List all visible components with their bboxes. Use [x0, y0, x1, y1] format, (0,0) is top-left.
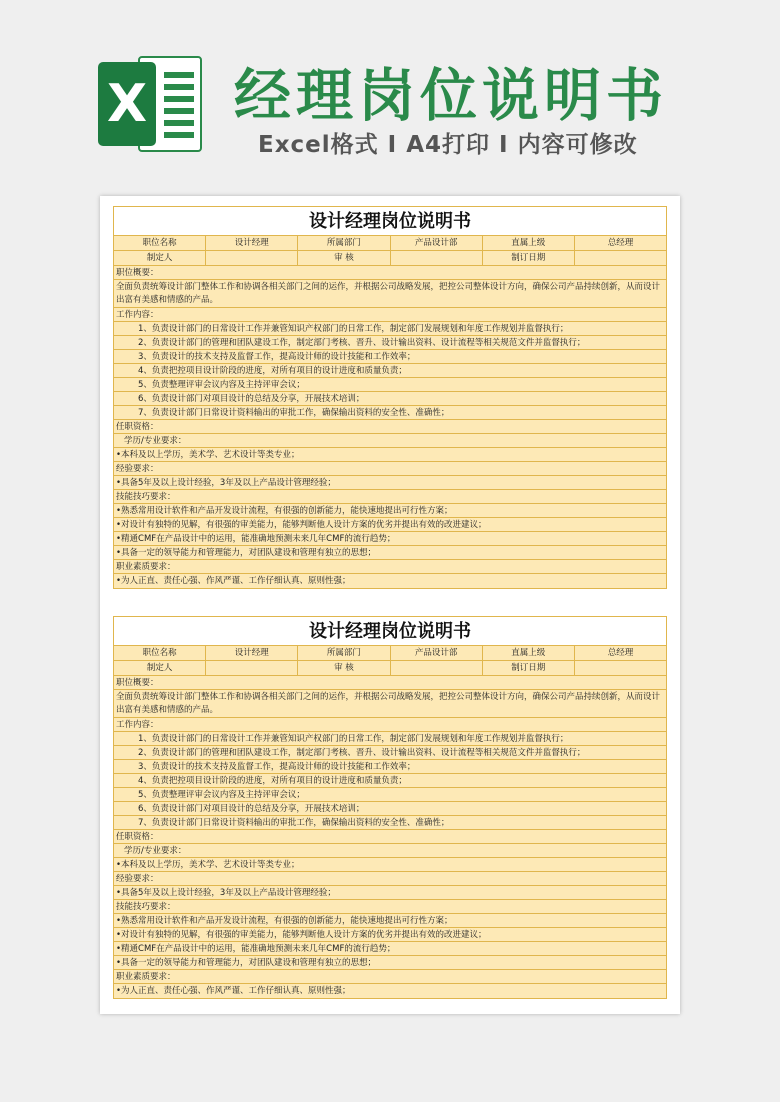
work-item[interactable]: 6、负责设计部门对项目设计的总结及分享，开展技术培训；	[114, 802, 666, 816]
skill-item[interactable]: •具备一定的领导能力和管理能力，对团队建设和管理有独立的思想；	[114, 956, 666, 970]
sheet-title: 设计经理岗位说明书	[114, 617, 666, 646]
education-label[interactable]: 学历/专业要求：	[114, 844, 666, 858]
quality-label[interactable]: 职业素质要求：	[114, 560, 666, 574]
cell-date-value[interactable]	[575, 251, 666, 265]
cell-department-value[interactable]: 产品设计部	[391, 646, 483, 660]
cell-position-label[interactable]: 职位名称	[114, 236, 206, 250]
qualification-label[interactable]: 任职资格：	[114, 830, 666, 844]
cell-author-value[interactable]	[206, 251, 298, 265]
cell-position-value[interactable]: 设计经理	[206, 646, 298, 660]
work-item[interactable]: 2、负责设计部门的管理和团队建设工作，制定部门考核、晋升、设计输出资料、设计流程等相关规范文件并监督执行；	[114, 746, 666, 760]
work-item[interactable]: 5、负责整理评审会议内容及主持评审会议；	[114, 788, 666, 802]
skill-item[interactable]: •对设计有独特的见解，有很强的审美能力，能够判断他人设计方案的优劣并提出有效的改进建议；	[114, 518, 666, 532]
cell-author-value[interactable]	[206, 661, 298, 675]
work-item[interactable]: 7、负责设计部门日常设计资料输出的审批工作，确保输出资料的安全性、准确性；	[114, 816, 666, 830]
cell-supervisor-value[interactable]: 总经理	[607, 238, 634, 248]
education-text[interactable]: •本科及以上学历，美术学、艺术设计等类专业；	[114, 448, 666, 462]
info-row-2	[114, 251, 666, 266]
cell-date-label[interactable]: 制订日期	[483, 251, 575, 265]
cell-supervisor-label[interactable]: 直属上级	[483, 236, 575, 250]
skill-label[interactable]: 技能技巧要求：	[114, 900, 666, 914]
info-row-1	[114, 646, 666, 661]
cell-department-label[interactable]: 所属部门	[298, 646, 390, 660]
cell-supervisor-label[interactable]: 直属上级	[483, 646, 575, 660]
cell-department-value[interactable]: 产品设计部	[391, 236, 483, 250]
skill-item[interactable]: •具备一定的领导能力和管理能力，对团队建设和管理有独立的思想；	[114, 546, 666, 560]
skill-item[interactable]: •精通CMF在产品设计中的运用，能准确地预测未来几年CMF的流行趋势；	[114, 942, 666, 956]
skill-label[interactable]: 技能技巧要求：	[114, 490, 666, 504]
cell-author-label[interactable]: 制定人	[114, 661, 206, 675]
work-item[interactable]: 4、负责把控项目设计阶段的进度，对所有项目的设计进度和质量负责；	[114, 774, 666, 788]
overview-label[interactable]: 职位概要：	[114, 676, 666, 690]
quality-label[interactable]: 职业素质要求：	[114, 970, 666, 984]
cell-date-value[interactable]	[575, 661, 666, 675]
cell-review-label[interactable]: 审 核	[298, 661, 390, 675]
skill-item[interactable]: •熟悉常用设计软件和产品开发设计流程，有很强的创新能力，能快速地提出可行性方案；	[114, 504, 666, 518]
banner	[0, 0, 780, 180]
quality-text[interactable]: •为人正直、责任心强、作风严谨、工作仔细认真、原则性强；	[114, 984, 666, 998]
work-item[interactable]: 5、负责整理评审会议内容及主持评审会议；	[114, 378, 666, 392]
work-item[interactable]: 2、负责设计部门的管理和团队建设工作，制定部门考核、晋升、设计输出资料、设计流程等相关规范文件并监督执行；	[114, 336, 666, 350]
work-item[interactable]: 6、负责设计部门对项目设计的总结及分享，开展技术培训；	[114, 392, 666, 406]
experience-text[interactable]: •具备5年及以上设计经验，3年及以上产品设计管理经验；	[114, 886, 666, 900]
work-item[interactable]: 7、负责设计部门日常设计资料输出的审批工作，确保输出资料的安全性、准确性；	[114, 406, 666, 420]
cell-review-label[interactable]: 审 核	[298, 251, 390, 265]
cell-review-value[interactable]	[391, 251, 483, 265]
experience-label[interactable]: 经验要求：	[114, 462, 666, 476]
cell-author-label[interactable]: 制定人	[114, 251, 206, 265]
overview-label[interactable]: 职位概要：	[114, 266, 666, 280]
qualification-label[interactable]: 任职资格：	[114, 420, 666, 434]
cell-review-value[interactable]	[391, 661, 483, 675]
quality-text[interactable]: •为人正直、责任心强、作风严谨、工作仔细认真、原则性强；	[114, 574, 666, 588]
cell-position-label[interactable]: 职位名称	[114, 646, 206, 660]
skill-item[interactable]: •精通CMF在产品设计中的运用，能准确地预测未来几年CMF的流行趋势；	[114, 532, 666, 546]
info-row-2	[114, 661, 666, 676]
education-text[interactable]: •本科及以上学历，美术学、艺术设计等类专业；	[114, 858, 666, 872]
cell-department-label[interactable]: 所属部门	[298, 236, 390, 250]
work-item[interactable]: 3、负责设计的技术支持及监督工作，提高设计师的设计技能和工作效率；	[114, 350, 666, 364]
education-label[interactable]: 学历/专业要求：	[114, 434, 666, 448]
overview-text[interactable]: 全面负责统筹设计部门整体工作和协调各相关部门之间的运作，并根据公司战略发展，把控公司整体设计方向，确保公司产品持续创新，从而设计出富有美感和情感的产品。	[114, 690, 666, 718]
job-description-sheet	[113, 206, 667, 589]
job-description-sheet-copy	[113, 616, 667, 999]
work-item[interactable]: 3、负责设计的技术支持及监督工作，提高设计师的设计技能和工作效率；	[114, 760, 666, 774]
work-label[interactable]: 工作内容：	[114, 308, 666, 322]
experience-label[interactable]: 经验要求：	[114, 872, 666, 886]
banner-subtitle: Excel格式 I A4打印 I 内容可修改	[258, 132, 638, 158]
cell-position-value[interactable]: 设计经理	[206, 236, 298, 250]
cell-supervisor-value[interactable]: 总经理	[607, 648, 634, 658]
excel-logo-icon: X	[98, 56, 202, 152]
skill-item[interactable]: •熟悉常用设计软件和产品开发设计流程，有很强的创新能力，能快速地提出可行性方案；	[114, 914, 666, 928]
work-label[interactable]: 工作内容：	[114, 718, 666, 732]
work-item[interactable]: 4、负责把控项目设计阶段的进度，对所有项目的设计进度和质量负责；	[114, 364, 666, 378]
experience-text[interactable]: •具备5年及以上设计经验，3年及以上产品设计管理经验；	[114, 476, 666, 490]
work-item[interactable]: 1、负责设计部门的日常设计工作并兼管知识产权部门的日常工作，制定部门发展规划和年度工作规划并监督执行；	[114, 322, 666, 336]
skill-item[interactable]: •对设计有独特的见解，有很强的审美能力，能够判断他人设计方案的优劣并提出有效的改进建议；	[114, 928, 666, 942]
info-row-1	[114, 236, 666, 251]
work-item[interactable]: 1、负责设计部门的日常设计工作并兼管知识产权部门的日常工作，制定部门发展规划和年度工作规划并监督执行；	[114, 732, 666, 746]
overview-text[interactable]: 全面负责统筹设计部门整体工作和协调各相关部门之间的运作，并根据公司战略发展，把控公司整体设计方向，确保公司产品持续创新，从而设计出富有美感和情感的产品。	[114, 280, 666, 308]
cell-date-label[interactable]: 制订日期	[483, 661, 575, 675]
sheet-title: 设计经理岗位说明书	[114, 207, 666, 236]
banner-title: 经理岗位说明书	[234, 63, 668, 129]
